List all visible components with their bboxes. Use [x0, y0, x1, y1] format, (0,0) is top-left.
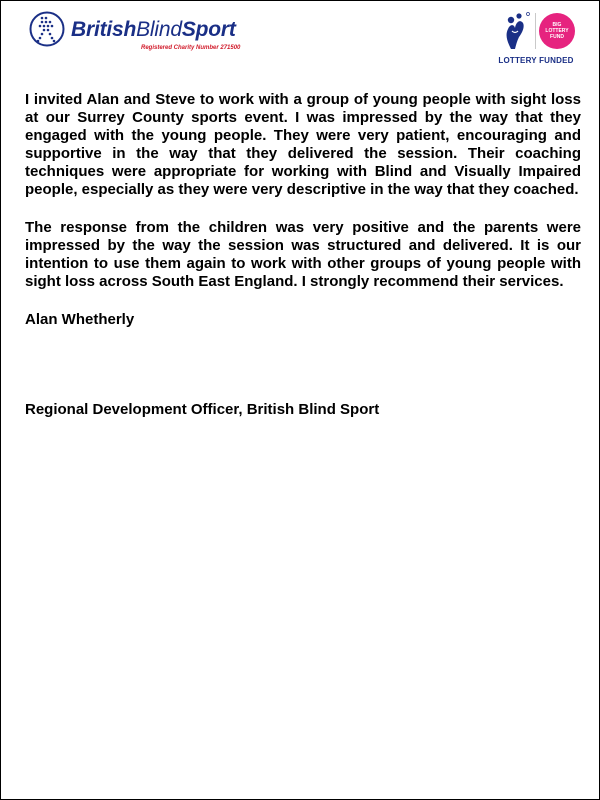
registered-charity-number: Registered Charity Number 271500 [141, 45, 241, 51]
big-lottery-fund-badge: BIG LOTTERY FUND [539, 13, 575, 49]
signer-title: Regional Development Officer, British Blind Sport [25, 401, 380, 418]
logo-divider [535, 13, 536, 49]
letter-paragraph: I invited Alan and Steve to work with a group of young people with sight loss at our Surrey County sports event. I was impressed by the way that they engaged with the young people. They were very patient, encouraging and supportive in the way that they delivered the session. Their coaching techniques were appropriate for working with Blind and Visually Impaired people, especially as they were very descriptive in the way that they coached. [25, 91, 581, 198]
lottery-funded-caption: LOTTERY FUNDED [498, 56, 574, 65]
british-blind-sport-logo [29, 11, 291, 59]
letter-paragraph: The response from the children was very positive and the parents were impressed by the way the session was structured and delivered. It is our intention to use them again to work with other groups of young people with sight loss across South East England. I strongly recommend their services. [25, 219, 581, 290]
letter-body [25, 91, 581, 419]
bbs-word-sport: Sport [181, 18, 236, 41]
crossed-fingers-icon [497, 11, 533, 51]
blind-sport-emblem-icon [29, 11, 65, 47]
signer-name: Alan Whetherly [25, 311, 135, 328]
lottery-funded-logo [491, 9, 581, 69]
bbs-word-british: British [71, 18, 137, 41]
bbs-word-blind: Blind [136, 18, 182, 41]
bbs-wordmark [71, 17, 236, 43]
